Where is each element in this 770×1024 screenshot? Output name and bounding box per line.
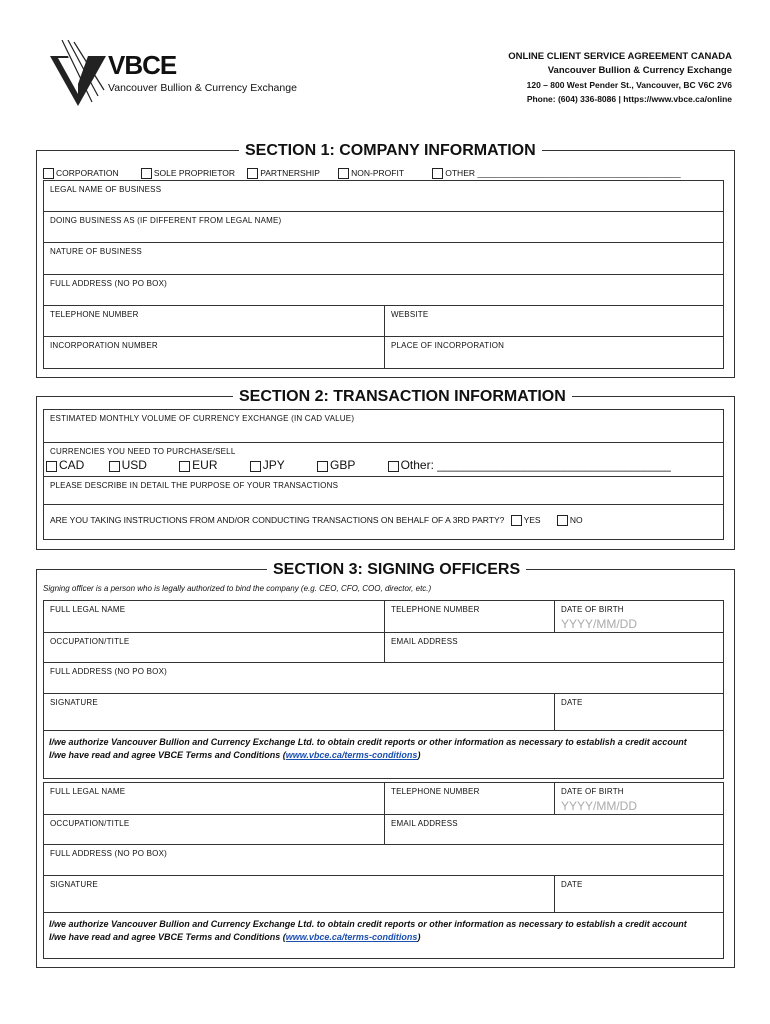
checkbox-icon[interactable] bbox=[317, 461, 328, 472]
place-of-incorporation-field[interactable]: PLACE OF INCORPORATION bbox=[384, 337, 723, 368]
option-other[interactable]: OTHER ___________________________________________ bbox=[432, 169, 680, 178]
checkbox-icon[interactable] bbox=[432, 168, 443, 179]
signing-officer-note: Signing officer is a person who is legally authorized to bind the company (e.g. CEO, CFO, COO, director, etc.) bbox=[43, 584, 432, 593]
phone-website-row bbox=[43, 306, 724, 337]
option-corporation[interactable]: CORPORATION bbox=[43, 169, 119, 178]
credit-authorization-text: I/we authorize Vancouver Bullion and Currency Exchange Ltd. to obtain credit reports or other information as necessary to establish a credit account bbox=[49, 737, 687, 747]
section2-title: SECTION 2: TRANSACTION INFORMATION bbox=[233, 388, 572, 406]
vbce-logo-mark-icon bbox=[48, 40, 108, 106]
monthly-volume-field[interactable]: ESTIMATED MONTHLY VOLUME OF CURRENCY EXCHANGE (IN CAD VALUE) bbox=[43, 409, 724, 443]
officer2-occupation-field[interactable]: OCCUPATION/TITLE bbox=[50, 819, 130, 828]
logo-brand: VBCE bbox=[108, 50, 177, 80]
company-address-field[interactable]: FULL ADDRESS (NO PO BOX) bbox=[43, 275, 724, 306]
nature-of-business-field[interactable]: NATURE OF BUSINESS bbox=[43, 243, 724, 275]
third-party-no[interactable]: NO bbox=[557, 516, 583, 525]
terms-link[interactable]: www.vbce.ca/terms-conditions bbox=[285, 750, 418, 760]
checkbox-icon[interactable] bbox=[141, 168, 152, 179]
third-party-yes[interactable]: YES bbox=[507, 516, 541, 525]
terms-agreement-text: I/we have read and agree VBCE Terms and Conditions (www.vbce.ca/terms-conditions) bbox=[49, 932, 421, 942]
checkbox-icon[interactable] bbox=[250, 461, 261, 472]
officer1-authorization bbox=[43, 731, 724, 779]
terms-agreement-text: I/we have read and agree VBCE Terms and Conditions (www.vbce.ca/terms-conditions) bbox=[49, 750, 421, 760]
incorporation-row bbox=[43, 337, 724, 369]
officer2-signature-field[interactable]: SIGNATURE bbox=[50, 880, 98, 889]
section-signing-officers bbox=[36, 561, 735, 968]
officer1-full-name-field[interactable]: FULL LEGAL NAME bbox=[50, 605, 126, 614]
officer2-dob-field[interactable]: DATE OF BIRTH YYYY/MM/DD bbox=[554, 783, 723, 814]
checkbox-icon[interactable] bbox=[46, 461, 57, 472]
terms-link[interactable]: www.vbce.ca/terms-conditions bbox=[285, 932, 418, 942]
officer1-address-field[interactable]: FULL ADDRESS (NO PO BOX) bbox=[43, 663, 724, 694]
section1-title: SECTION 1: COMPANY INFORMATION bbox=[239, 142, 542, 160]
checkbox-icon[interactable] bbox=[338, 168, 349, 179]
officer1-email-field[interactable]: EMAIL ADDRESS bbox=[384, 633, 723, 662]
credit-authorization-text: I/we authorize Vancouver Bullion and Currency Exchange Ltd. to obtain credit reports or other information as necessary to establish a credit account bbox=[49, 919, 687, 929]
checkbox-icon[interactable] bbox=[557, 515, 568, 526]
dob-placeholder: YYYY/MM/DD bbox=[561, 799, 638, 813]
header-contact: Phone: (604) 336-8086 | https://www.vbce.ca/online bbox=[526, 94, 732, 104]
third-party-row bbox=[43, 505, 724, 540]
officer2-full-name-field[interactable]: FULL LEGAL NAME bbox=[50, 787, 126, 796]
officer1-telephone-field[interactable]: TELEPHONE NUMBER bbox=[384, 601, 554, 632]
business-type-options bbox=[43, 168, 681, 179]
currency-gbp[interactable]: GBP bbox=[317, 462, 355, 471]
purpose-field[interactable]: PLEASE DESCRIBE IN DETAIL THE PURPOSE OF YOUR TRANSACTIONS bbox=[43, 477, 724, 505]
checkbox-icon[interactable] bbox=[511, 515, 522, 526]
checkbox-icon[interactable] bbox=[179, 461, 190, 472]
header-title: ONLINE CLIENT SERVICE AGREEMENT CANADA bbox=[508, 51, 732, 62]
officer1-dob-field[interactable]: DATE OF BIRTH YYYY/MM/DD bbox=[554, 601, 723, 632]
officer2-address-field[interactable]: FULL ADDRESS (NO PO BOX) bbox=[43, 845, 724, 876]
third-party-question: ARE YOU TAKING INSTRUCTIONS FROM AND/OR CONDUCTING TRANSACTIONS ON BEHALF OF A 3RD PARTY? bbox=[50, 515, 505, 525]
option-partnership[interactable]: PARTNERSHIP bbox=[247, 169, 320, 178]
checkbox-icon[interactable] bbox=[43, 168, 54, 179]
checkbox-icon[interactable] bbox=[247, 168, 258, 179]
incorporation-number-field[interactable]: INCORPORATION NUMBER bbox=[50, 341, 158, 350]
officer1-date-field[interactable]: DATE bbox=[554, 694, 723, 730]
header-company: Vancouver Bullion & Currency Exchange bbox=[547, 65, 732, 76]
currency-other[interactable]: Other: ___________________________________ bbox=[388, 462, 671, 471]
signing-officer-2 bbox=[43, 782, 724, 959]
vbce-logo bbox=[48, 40, 297, 106]
section3-title: SECTION 3: SIGNING OFFICERS bbox=[267, 561, 526, 579]
dba-field[interactable]: DOING BUSINESS AS (IF DIFFERENT FROM LEGAL NAME) bbox=[43, 212, 724, 243]
officer1-signature-field[interactable]: SIGNATURE bbox=[50, 698, 98, 707]
section-transaction-information bbox=[36, 388, 735, 550]
website-field[interactable]: WEBSITE bbox=[384, 306, 723, 336]
checkbox-icon[interactable] bbox=[109, 461, 120, 472]
dob-placeholder: YYYY/MM/DD bbox=[561, 617, 638, 631]
officer2-authorization bbox=[43, 913, 724, 959]
header-address: 120 – 800 West Pender St., Vancouver, BC V6C 2V6 bbox=[526, 80, 732, 90]
logo-subtitle: Vancouver Bullion & Currency Exchange bbox=[108, 82, 297, 94]
currency-options bbox=[46, 458, 671, 472]
currency-usd[interactable]: USD bbox=[109, 462, 147, 471]
checkbox-icon[interactable] bbox=[388, 461, 399, 472]
currencies-row: CURRENCIES YOU NEED TO PURCHASE/SELL CAD USD EUR JPY GBP Other: ___________________________________ bbox=[43, 443, 724, 477]
officer2-date-field[interactable]: DATE bbox=[554, 876, 723, 912]
officer2-email-field[interactable]: EMAIL ADDRESS bbox=[384, 815, 723, 844]
currency-eur[interactable]: EUR bbox=[179, 462, 217, 471]
document-header bbox=[508, 50, 732, 106]
option-sole-proprietor[interactable]: SOLE PROPRIETOR bbox=[141, 169, 235, 178]
company-telephone-field[interactable]: TELEPHONE NUMBER bbox=[50, 310, 139, 319]
currency-cad[interactable]: CAD bbox=[46, 462, 84, 471]
officer1-occupation-field[interactable]: OCCUPATION/TITLE bbox=[50, 637, 130, 646]
option-non-profit[interactable]: NON-PROFIT bbox=[338, 169, 404, 178]
legal-name-field[interactable]: LEGAL NAME OF BUSINESS bbox=[43, 180, 724, 212]
section-company-information bbox=[36, 142, 735, 378]
currency-jpy[interactable]: JPY bbox=[250, 462, 285, 471]
signing-officer-1 bbox=[43, 600, 724, 779]
officer2-telephone-field[interactable]: TELEPHONE NUMBER bbox=[384, 783, 554, 814]
